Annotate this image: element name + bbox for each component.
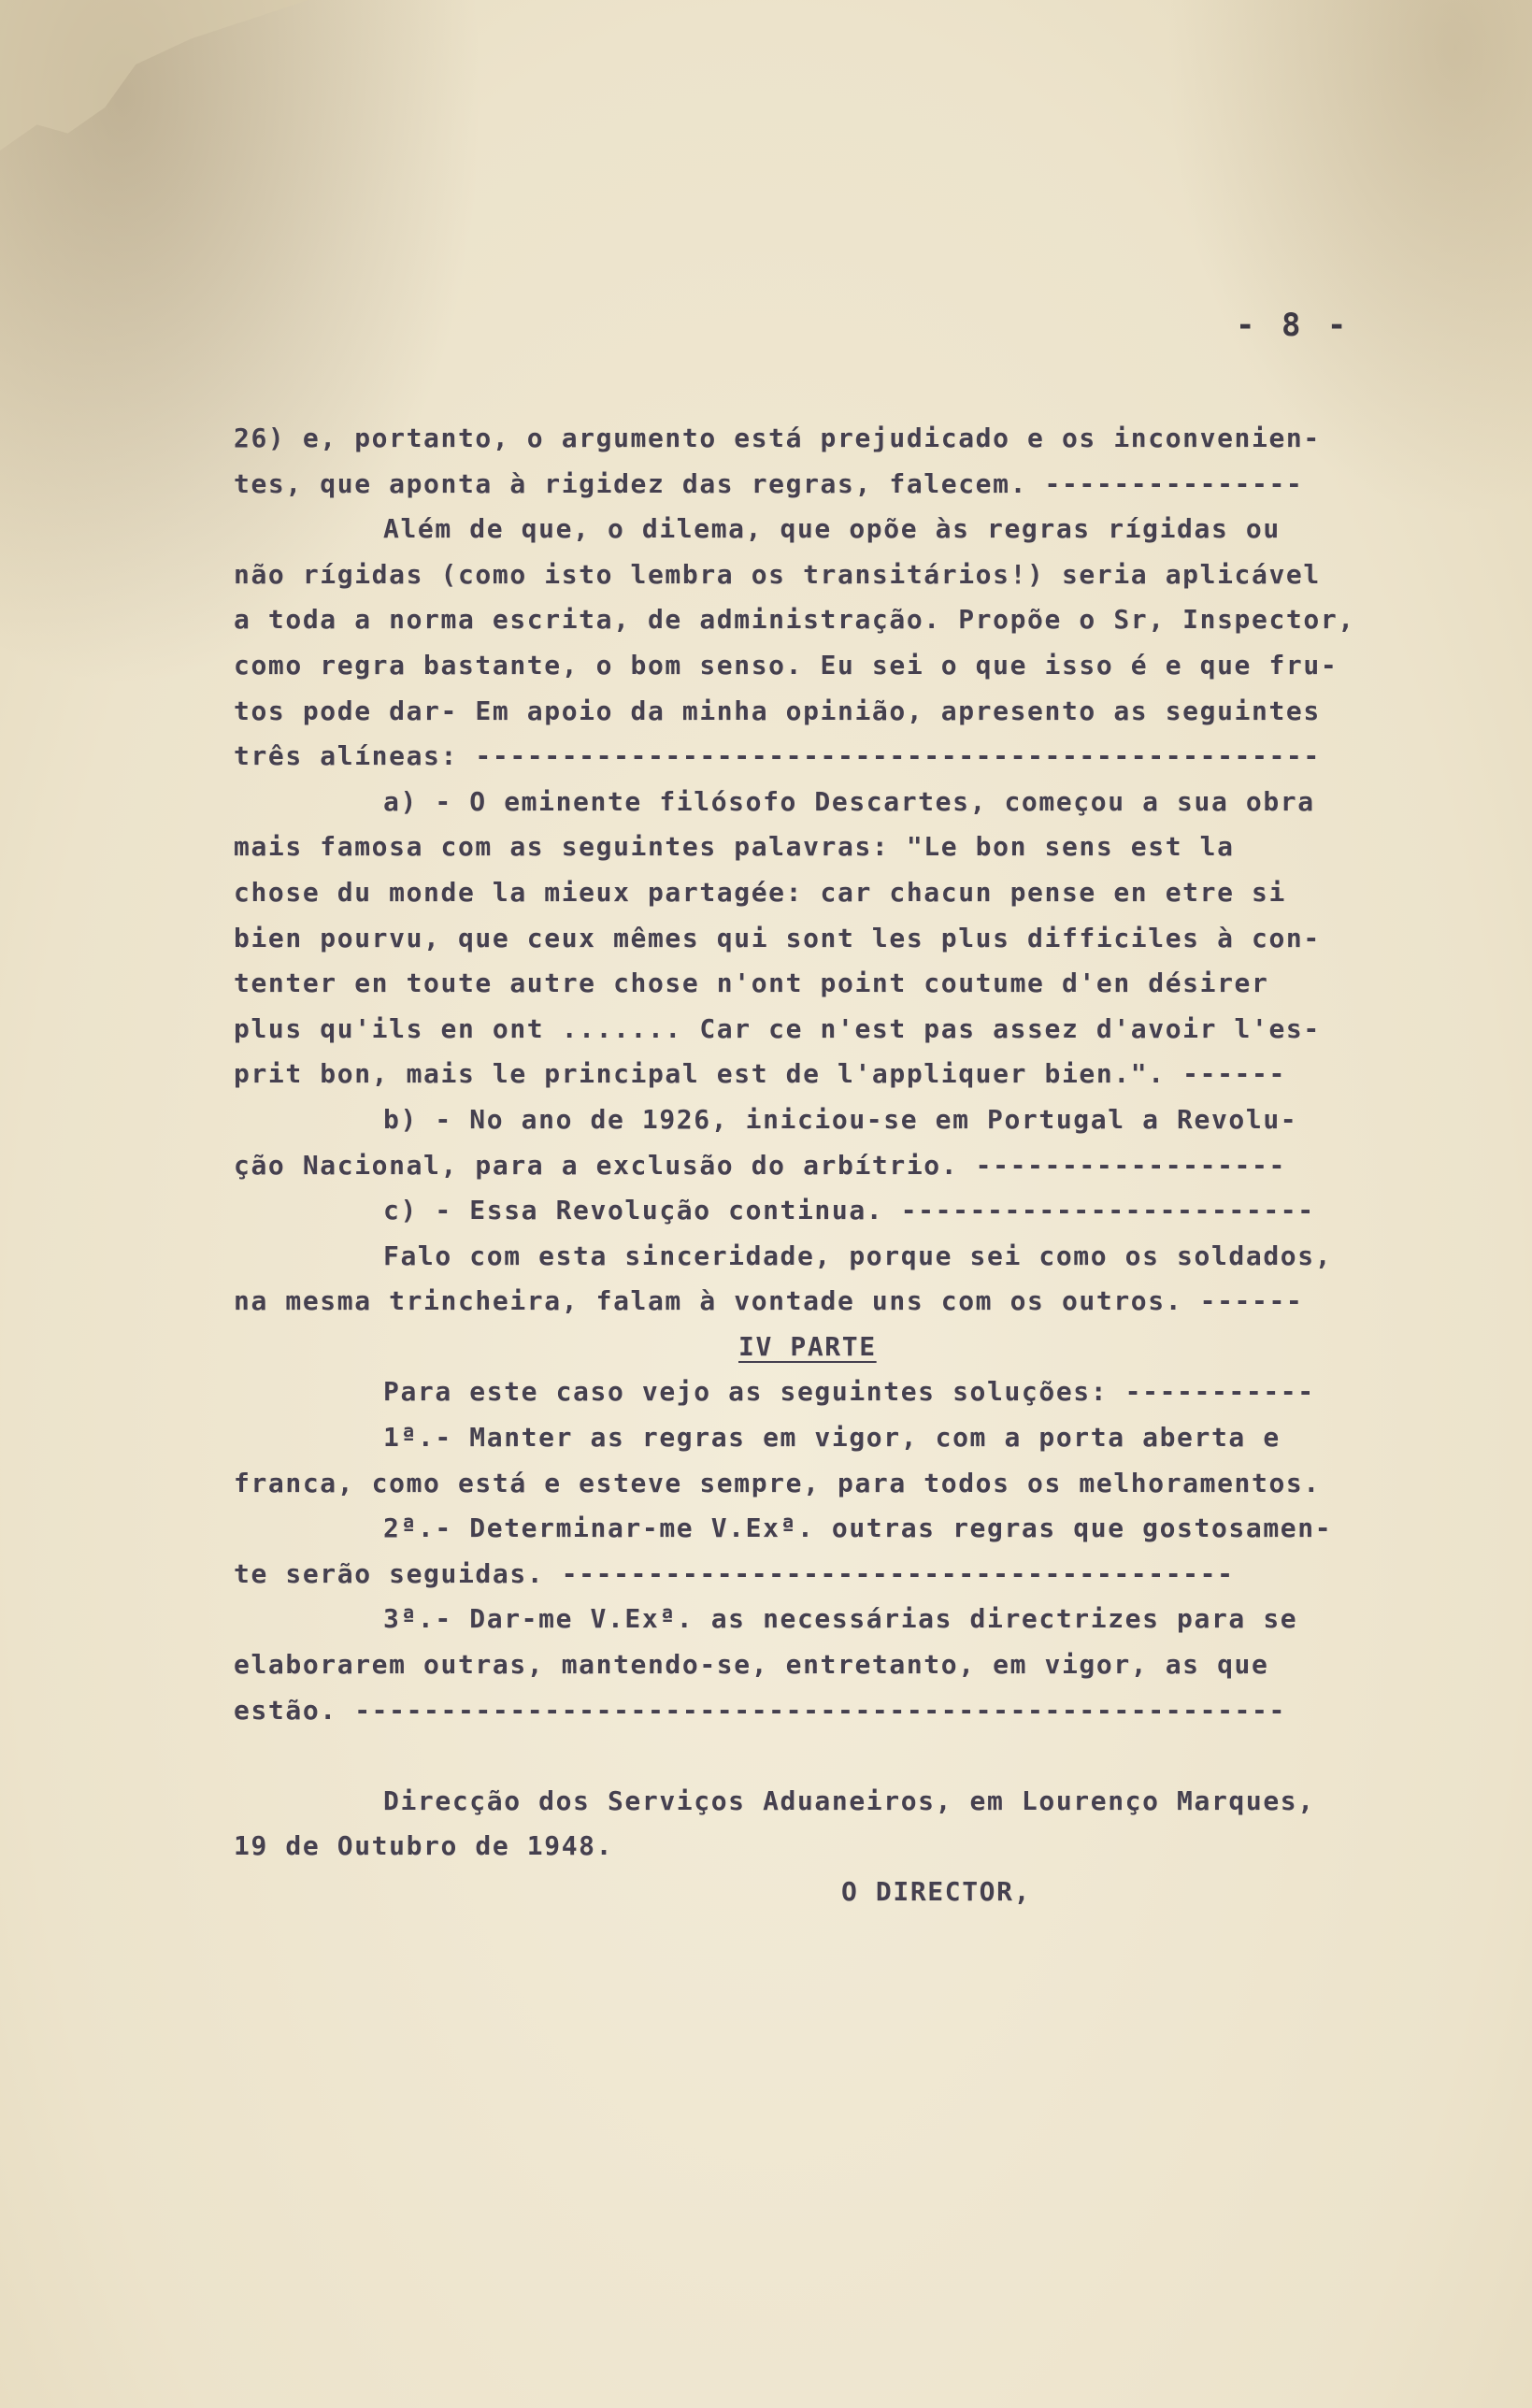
text-line: c) - Essa Revolução continua. ------------------------ xyxy=(383,1195,1315,1226)
signature-title: O DIRECTOR, xyxy=(841,1876,1032,1907)
text-line: ção Nacional, para a exclusão do arbítrio. ------------------ xyxy=(234,1149,1286,1181)
text-line: na mesma trincheira, falam à vontade uns com os outros. ------ xyxy=(234,1285,1304,1317)
text-line: Para este caso vejo as seguintes soluções: ----------- xyxy=(383,1376,1315,1408)
text-line: tes, que aponta à rigidez das regras, falecem. --------------- xyxy=(234,467,1304,499)
page-number: - 8 - xyxy=(1236,307,1351,344)
text-line: franca, como está e esteve sempre, para todos os melhoramentos. xyxy=(234,1467,1321,1498)
text-line: tos pode dar- Em apoio da minha opinião, apresento as seguintes xyxy=(234,695,1321,726)
text-line: tenter en toute autre chose n'ont point coutume d'en désirer xyxy=(234,968,1269,999)
torn-corner xyxy=(0,0,308,215)
text-line: bien pourvu, que ceux mêmes qui sont les plus difficiles à con- xyxy=(234,922,1321,953)
text-line: elaborarem outras, mantendo-se, entretanto, em vigor, as que xyxy=(234,1649,1269,1681)
text-line: 3ª.- Dar-me V.Exª. as necessárias directrizes para se xyxy=(383,1603,1298,1635)
text-line: Além de que, o dilema, que opõe às regras rígidas ou xyxy=(383,513,1281,545)
text-line: não rígidas (como isto lembra os transitários!) seria aplicável xyxy=(234,558,1321,590)
text-line: prit bon, mais le principal est de l'appliquer bien.". ------ xyxy=(234,1058,1286,1090)
spacer xyxy=(234,1733,1458,1779)
date-line: 19 de Outubro de 1948. xyxy=(234,1830,614,1862)
text-line: te serão seguidas. --------------------------------------- xyxy=(234,1557,1235,1589)
text-line: chose du monde la mieux partagée: car chacun pense en etre si xyxy=(234,876,1286,908)
text-line: Falo com esta sinceridade, porque sei como os soldados, xyxy=(383,1240,1333,1271)
text-line: 1ª.- Manter as regras em vigor, com a porta aberta e xyxy=(383,1422,1281,1454)
text-line: a toda a norma escrita, de administração. Propõe o Sr, Inspector, xyxy=(234,604,1355,636)
text-line: como regra bastante, o bom senso. Eu sei o que isso é e que fru- xyxy=(234,649,1339,681)
text-line: mais famosa com as seguintes palavras: "Le bon sens est la xyxy=(234,831,1235,863)
text-line: 26) e, portanto, o argumento está prejudicado e os inconvenien- xyxy=(234,423,1321,453)
place-line: Direcção dos Serviços Aduaneiros, em Lourenço Marques, xyxy=(383,1784,1315,1816)
text-line: 2ª.- Determinar-me V.Exª. outras regras que gostosamen- xyxy=(383,1512,1333,1544)
document-body xyxy=(234,416,1458,1915)
section-heading-text: IV PARTE xyxy=(738,1330,877,1362)
section-heading xyxy=(234,1325,1458,1370)
text-line: plus qu'ils en ont ....... Car ce n'est pas assez d'avoir l'es- xyxy=(234,1012,1321,1044)
text-line: a) - O eminente filósofo Descartes, começou a sua obra xyxy=(383,785,1315,817)
text-line: b) - No ano de 1926, iniciou-se em Portugal a Revolu- xyxy=(383,1103,1298,1135)
text-line: estão. ------------------------------------------------------ xyxy=(234,1694,1286,1726)
text-line: três alíneas: ------------------------------------------------- xyxy=(234,740,1321,772)
